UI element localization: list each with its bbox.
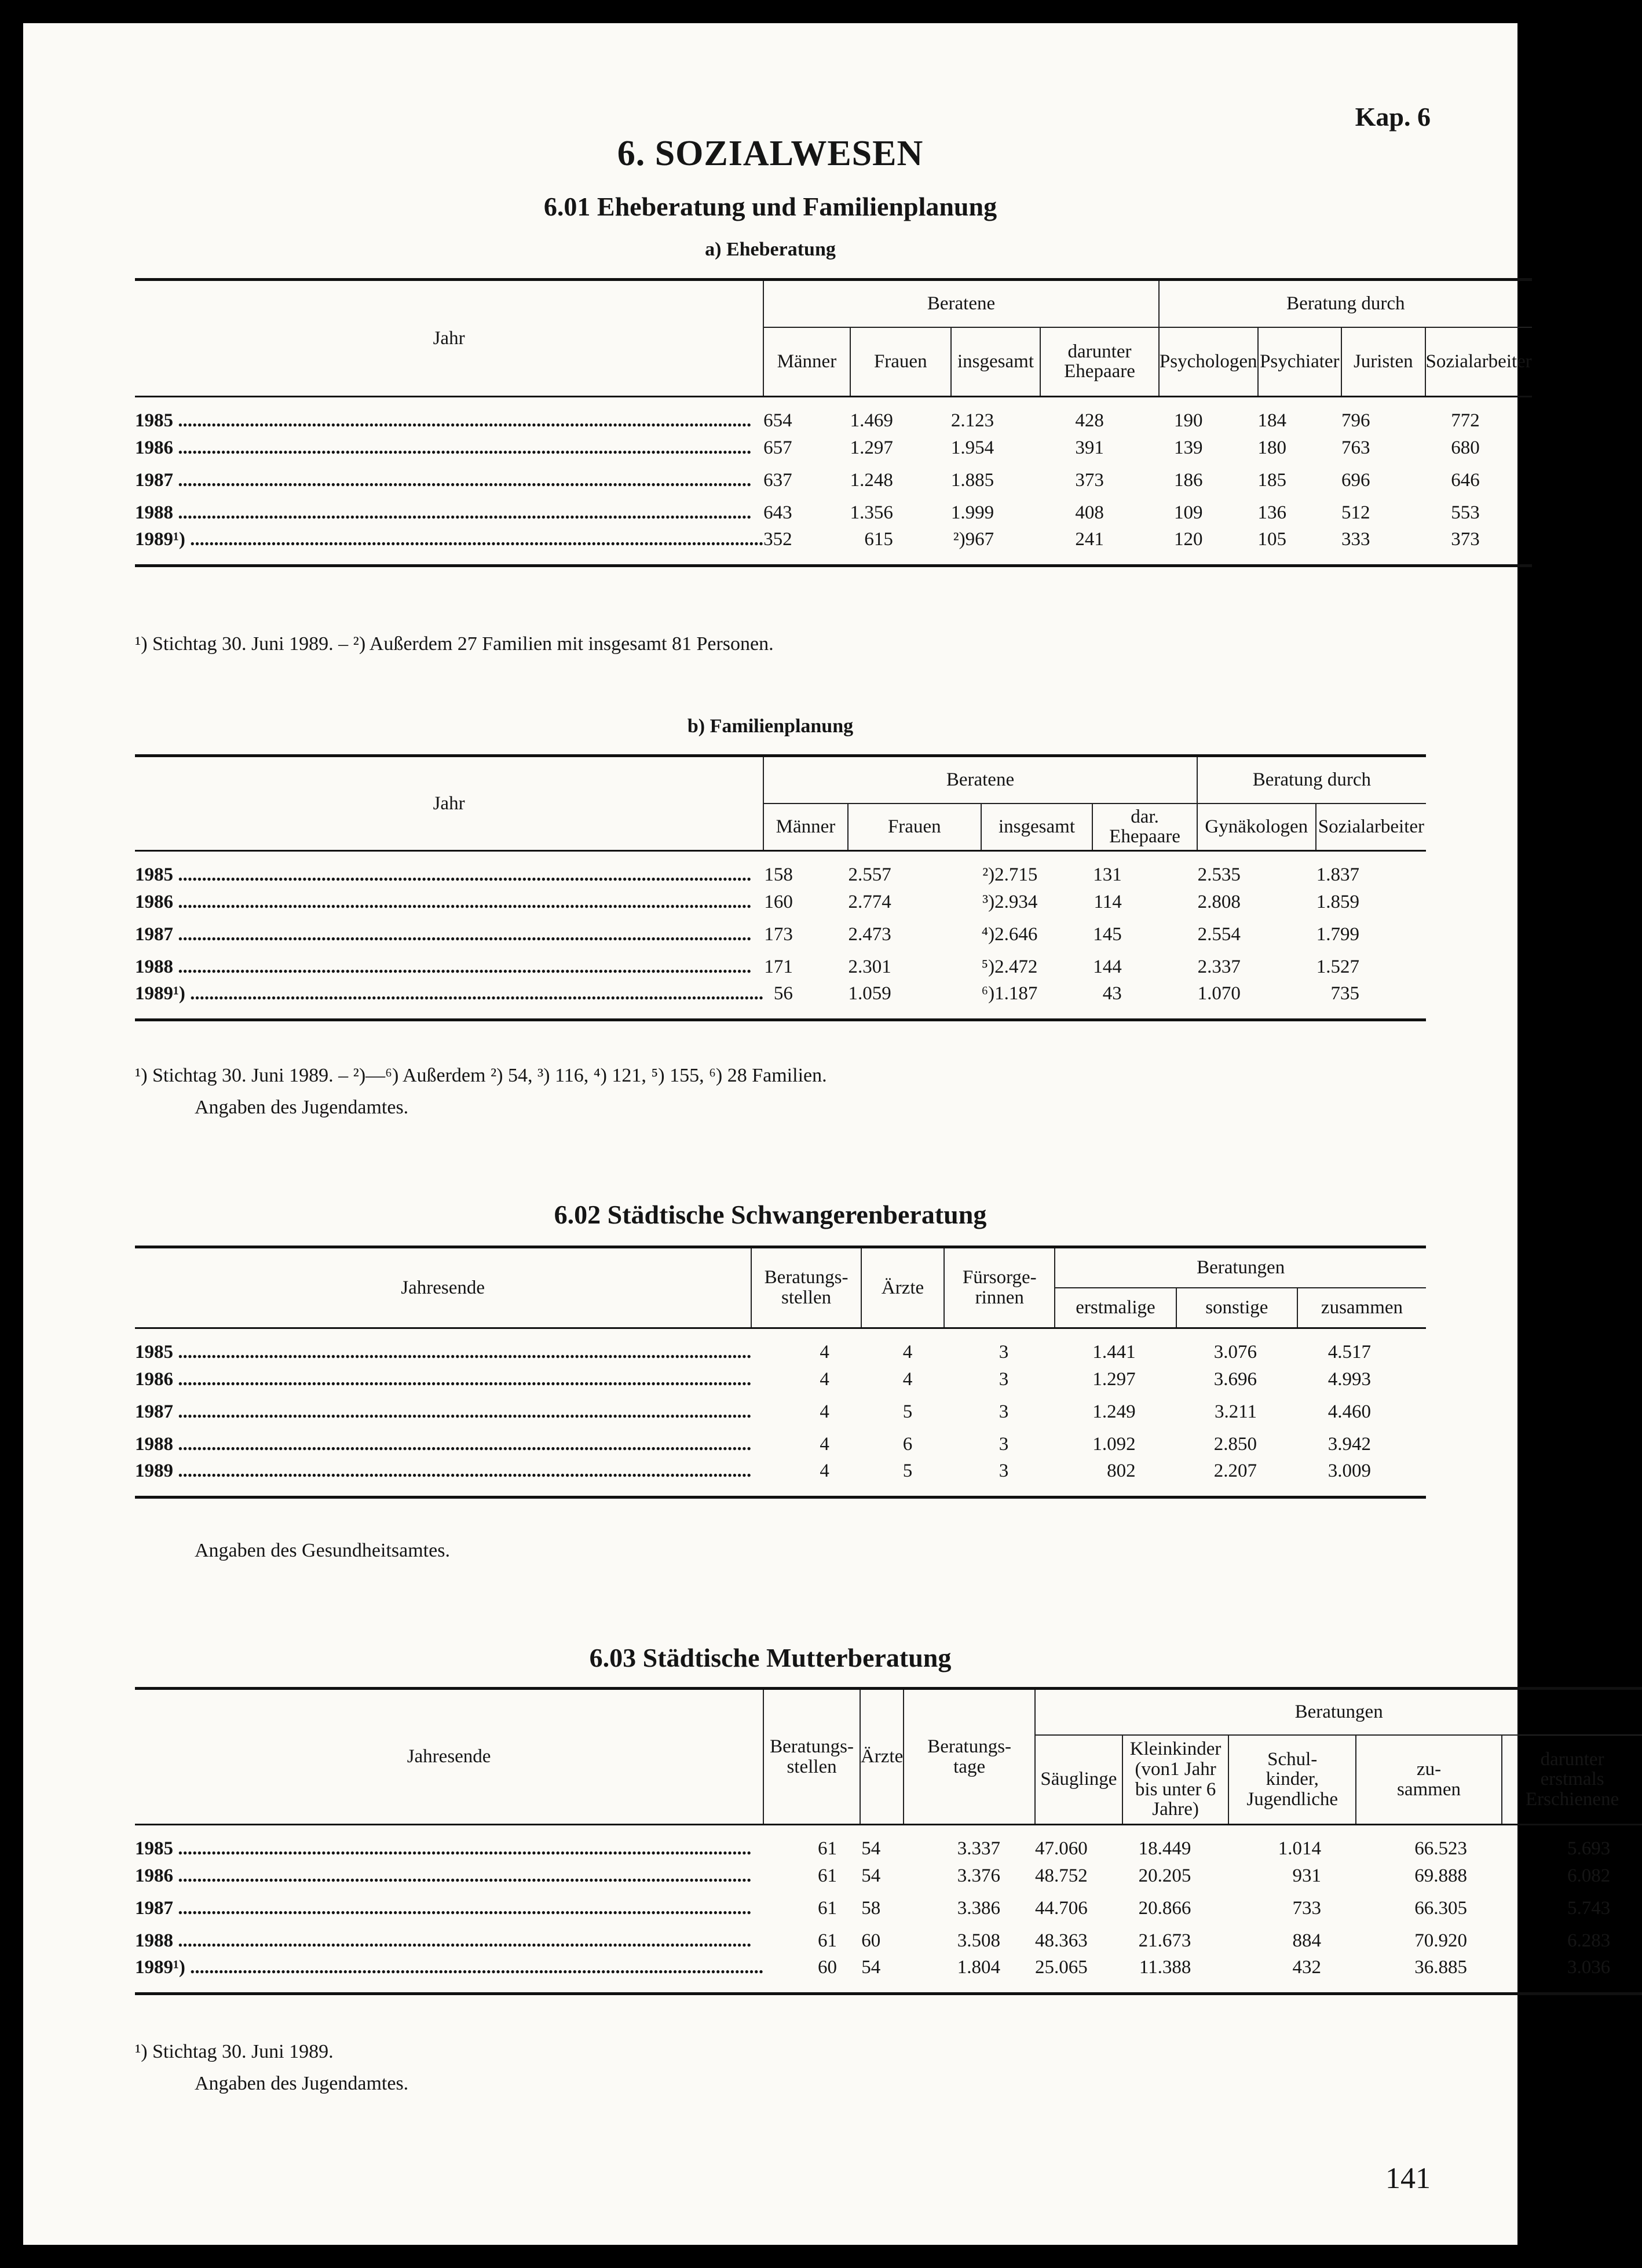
cell-value: 58 xyxy=(861,1897,881,1919)
col-fuersorgerinnen: Fürsorge-rinnen xyxy=(944,1247,1055,1328)
cell-value: 5 xyxy=(902,1460,913,1481)
cell-value: 2.207 xyxy=(1213,1460,1257,1481)
cell-value: 615 xyxy=(864,529,893,550)
col-saeuglinge: Säuglinge xyxy=(1035,1735,1122,1825)
col-sozialarbeiter: Sozialarbeiter xyxy=(1318,816,1425,837)
cell-value: ²)2.715 xyxy=(982,864,1038,885)
cell-value: 735 xyxy=(1330,983,1359,1004)
cell-value: 145 xyxy=(1093,923,1122,945)
cell-value: 3.696 xyxy=(1213,1368,1257,1390)
table-601a-title: a) Eheberatung xyxy=(705,239,836,260)
table-row xyxy=(135,1860,1642,1892)
cell-value: 61 xyxy=(817,1897,837,1919)
row-year: 1987 ........................................................................................................................ xyxy=(135,1897,752,1919)
table-601a-eheberatung xyxy=(135,278,1532,567)
cell-value: 637 xyxy=(763,469,792,491)
cell-value: 733 xyxy=(1292,1897,1322,1919)
cell-value: 18.449 xyxy=(1138,1838,1191,1859)
cell-value: 139 xyxy=(1174,437,1203,458)
table-row xyxy=(135,1428,1426,1460)
source-602: Angaben des Gesundheitsamtes. xyxy=(195,1540,450,1561)
cell-value: 2.850 xyxy=(1213,1433,1257,1455)
cell-value: 3 xyxy=(999,1433,1009,1455)
table-row xyxy=(135,1825,1642,1860)
cell-value: 796 xyxy=(1341,410,1370,431)
cell-value: 43 xyxy=(1102,983,1122,1004)
cell-value: 3.508 xyxy=(957,1930,1001,1951)
cell-value: 36.885 xyxy=(1414,1957,1467,1978)
table-602-schwangerenberatung xyxy=(135,1246,1426,1499)
source-603: Angaben des Jugendamtes. xyxy=(195,2073,409,2094)
cell-value: 69.888 xyxy=(1414,1865,1467,1886)
cell-value: 190 xyxy=(1174,410,1203,431)
cell-value: 105 xyxy=(1257,529,1287,550)
cell-value: 5 xyxy=(902,1401,913,1422)
table-row xyxy=(135,983,1426,1020)
col-beratungstage: Beratungs-tage xyxy=(904,1689,1035,1825)
cell-value: 4 xyxy=(820,1342,829,1363)
col-aerzte: Ärzte xyxy=(861,1247,944,1328)
table-row xyxy=(135,1328,1426,1364)
cell-value: 1.859 xyxy=(1316,891,1359,912)
cell-value: 70.920 xyxy=(1414,1930,1467,1951)
cell-value: ⁴)2.646 xyxy=(981,923,1038,945)
cell-value: 54 xyxy=(861,1838,881,1859)
group-beratene: Beratene xyxy=(763,280,1159,327)
cell-value: 4.517 xyxy=(1328,1342,1371,1363)
cell-value: 802 xyxy=(1107,1460,1136,1481)
row-year: 1987 ........................................................................................................................ xyxy=(135,469,752,491)
col-juristen: Juristen xyxy=(1341,327,1425,397)
cell-value: 2.473 xyxy=(848,923,891,945)
chapter-label: Kap. 6 xyxy=(1355,102,1431,132)
cell-value: 4 xyxy=(902,1368,913,1390)
page-number: 141 xyxy=(1385,2162,1431,2195)
table-row xyxy=(135,1892,1642,1924)
section-title-601: 6.01 Eheberatung und Familienplanung xyxy=(543,192,997,221)
cell-value: 1.092 xyxy=(1092,1433,1136,1455)
cell-value: 3 xyxy=(999,1401,1009,1422)
document-page xyxy=(23,23,1619,2245)
row-year: 1987 ........................................................................................................................ xyxy=(135,1401,752,1422)
cell-value: 333 xyxy=(1341,529,1370,550)
cell-value: 66.305 xyxy=(1414,1897,1467,1919)
table-row xyxy=(135,397,1532,432)
group-beratene: Beratene xyxy=(763,756,1197,804)
col-insgesamt: insgesamt xyxy=(951,327,1040,397)
cell-value: 185 xyxy=(1257,469,1287,491)
cell-value: 21.673 xyxy=(1138,1930,1191,1951)
cell-value: 2.557 xyxy=(848,864,891,885)
cell-value: 158 xyxy=(764,864,793,885)
cell-value: 4.993 xyxy=(1328,1368,1371,1390)
cell-value: 180 xyxy=(1257,437,1287,458)
main-title: 6. SOZIALWESEN xyxy=(617,134,924,173)
cell-value: 2.337 xyxy=(1197,956,1241,977)
row-year: 1989¹) ........................................................................................................................ xyxy=(135,1957,764,1978)
row-year: 1986 ........................................................................................................................ xyxy=(135,437,752,458)
cell-value: 1.999 xyxy=(950,502,994,523)
cell-value: 3.211 xyxy=(1214,1401,1257,1422)
row-year: 1986 ........................................................................................................................ xyxy=(135,1368,752,1390)
row-year: 1985 ........................................................................................................................ xyxy=(135,410,752,431)
row-year: 1986 ........................................................................................................................ xyxy=(135,1865,752,1886)
col-jahr: Jahr xyxy=(135,756,763,851)
source-601b: Angaben des Jugendamtes. xyxy=(195,1097,409,1118)
cell-value: 4 xyxy=(820,1460,829,1481)
col-maenner: Männer xyxy=(763,327,850,397)
group-beratungen: Beratungen xyxy=(1055,1247,1426,1288)
cell-value: 1.014 xyxy=(1278,1838,1322,1859)
cell-value: 2.535 xyxy=(1197,864,1241,885)
cell-value: 352 xyxy=(763,529,792,550)
footnote-601a: ¹) Stichtag 30. Juni 1989. – ²) Außerdem 27 Familien mit insgesamt 81 Personen. xyxy=(135,633,774,655)
cell-value: 1.249 xyxy=(1092,1401,1136,1422)
cell-value: 186 xyxy=(1174,469,1203,491)
col-schulkinder: Schul-kinder, Jugendliche xyxy=(1228,1735,1356,1825)
cell-value: 763 xyxy=(1341,437,1370,458)
col-maenner: Männer xyxy=(763,804,848,851)
row-year: 1988 ........................................................................................................................ xyxy=(135,1433,752,1455)
cell-value: 6.283 xyxy=(1567,1930,1611,1951)
cell-value: 171 xyxy=(764,956,793,977)
col-psychologen: Psychologen xyxy=(1159,327,1258,397)
table-row xyxy=(135,529,1532,566)
cell-value: 47.060 xyxy=(1035,1838,1088,1859)
table-row xyxy=(135,1363,1426,1396)
cell-value: 391 xyxy=(1075,437,1104,458)
cell-value: 11.388 xyxy=(1139,1957,1191,1978)
cell-value: 20.866 xyxy=(1138,1897,1191,1919)
col-kleinkinder: Kleinkinder (von1 Jahr bis unter 6 Jahre) xyxy=(1122,1735,1229,1825)
cell-value: 3.942 xyxy=(1328,1433,1371,1455)
col-jahresende: Jahresende xyxy=(135,1247,751,1328)
table-601b-title: b) Familienplanung xyxy=(687,715,854,737)
cell-value: 1.954 xyxy=(950,437,994,458)
row-year: 1988 ........................................................................................................................ xyxy=(135,1930,752,1951)
cell-value: 1.799 xyxy=(1316,923,1359,945)
cell-value: 3.386 xyxy=(957,1897,1001,1919)
cell-value: 48.752 xyxy=(1035,1865,1088,1886)
col-jahresende: Jahresende xyxy=(135,1689,763,1825)
col-gynaekologen: Gynäkologen xyxy=(1197,804,1316,851)
cell-value: 1.297 xyxy=(850,437,893,458)
cell-value: 2.123 xyxy=(950,410,994,431)
cell-value: 54 xyxy=(861,1957,881,1978)
cell-value: 44.706 xyxy=(1035,1897,1088,1919)
row-year: 1985 ........................................................................................................................ xyxy=(135,864,752,885)
cell-value: 3 xyxy=(999,1460,1009,1481)
table-row xyxy=(135,1957,1642,1994)
cell-value: 2.808 xyxy=(1197,891,1241,912)
cell-value: 20.205 xyxy=(1138,1865,1191,1886)
cell-value: 5.693 xyxy=(1567,1838,1611,1859)
cell-value: 1.527 xyxy=(1316,956,1359,977)
row-year: 1988 ........................................................................................................................ xyxy=(135,502,752,523)
cell-value: 373 xyxy=(1075,469,1104,491)
cell-value: 5.743 xyxy=(1567,1897,1611,1919)
cell-value: 553 xyxy=(1451,502,1480,523)
table-row xyxy=(135,918,1426,951)
col-erstmals-erschienene: darunter erstmals Erschienene xyxy=(1525,1748,1619,1810)
cell-value: 6 xyxy=(902,1433,913,1455)
cell-value: 48.363 xyxy=(1035,1930,1088,1951)
cell-value: 772 xyxy=(1451,410,1480,431)
col-jahr: Jahr xyxy=(135,280,763,397)
cell-value: 1.837 xyxy=(1316,864,1359,885)
cell-value: 25.065 xyxy=(1035,1957,1088,1978)
cell-value: 1.070 xyxy=(1197,983,1241,1004)
cell-value: ⁶)1.187 xyxy=(981,983,1038,1004)
cell-value: 1.248 xyxy=(850,469,893,491)
col-frauen: Frauen xyxy=(848,804,981,851)
cell-value: 160 xyxy=(764,891,793,912)
cell-value: 884 xyxy=(1292,1930,1322,1951)
cell-value: 3.376 xyxy=(957,1865,1001,1886)
col-frauen: Frauen xyxy=(850,327,951,397)
cell-value: 241 xyxy=(1075,529,1104,550)
cell-value: 109 xyxy=(1174,502,1203,523)
row-year: 1985 ........................................................................................................................ xyxy=(135,1342,752,1363)
group-beratung-durch: Beratung durch xyxy=(1159,280,1532,327)
group-beratungen: Beratungen xyxy=(1035,1689,1642,1735)
row-year: 1987 ........................................................................................................................ xyxy=(135,923,752,945)
cell-value: 4 xyxy=(820,1433,829,1455)
col-erstmalige: erstmalige xyxy=(1055,1288,1176,1328)
cell-value: 4.460 xyxy=(1328,1401,1371,1422)
table-601b-familienplanung xyxy=(135,754,1426,1021)
table-row xyxy=(135,886,1426,918)
cell-value: 680 xyxy=(1451,437,1480,458)
table-row xyxy=(135,951,1426,983)
row-year: 1989 ........................................................................................................................ xyxy=(135,1460,752,1481)
cell-value: 408 xyxy=(1075,502,1104,523)
cell-value: 3.036 xyxy=(1567,1957,1611,1978)
cell-value: 4 xyxy=(902,1342,913,1363)
cell-value: 373 xyxy=(1451,529,1480,550)
col-aerzte: Ärzte xyxy=(860,1689,904,1825)
cell-value: 66.523 xyxy=(1414,1838,1467,1859)
section-title-602: 6.02 Städtische Schwangerenberatung xyxy=(554,1200,987,1229)
cell-value: 657 xyxy=(763,437,792,458)
cell-value: 3.076 xyxy=(1213,1342,1257,1363)
group-beratung-durch: Beratung durch xyxy=(1197,756,1426,804)
cell-value: 1.297 xyxy=(1092,1368,1136,1390)
cell-value: 1.885 xyxy=(950,469,994,491)
cell-value: 136 xyxy=(1257,502,1287,523)
cell-value: 61 xyxy=(817,1865,837,1886)
cell-value: 173 xyxy=(764,923,793,945)
cell-value: 1.469 xyxy=(850,410,893,431)
cell-value: 6.082 xyxy=(1567,1865,1611,1886)
cell-value: 1.059 xyxy=(848,983,891,1004)
row-year: 1988 ........................................................................................................................ xyxy=(135,956,752,977)
cell-value: 2.774 xyxy=(848,891,891,912)
cell-value: 1.804 xyxy=(957,1957,1001,1978)
col-darunter-ehepaare: darunter Ehepaare xyxy=(1040,327,1159,397)
cell-value: ³)2.934 xyxy=(982,891,1038,912)
row-year: 1989¹) ........................................................................................................................ xyxy=(135,529,764,550)
cell-value: 2.301 xyxy=(848,956,891,977)
cell-value: 3.337 xyxy=(957,1838,1001,1859)
cell-value: 61 xyxy=(817,1930,837,1951)
table-row xyxy=(135,1396,1426,1428)
footnote-603: ¹) Stichtag 30. Juni 1989. xyxy=(135,2041,334,2062)
cell-value: 56 xyxy=(773,983,793,1004)
cell-value: 61 xyxy=(817,1838,837,1859)
cell-value: 54 xyxy=(861,1865,881,1886)
cell-value: 428 xyxy=(1075,410,1104,431)
row-year: 1986 ........................................................................................................................ xyxy=(135,891,752,912)
cell-value: 646 xyxy=(1451,469,1480,491)
cell-value: 654 xyxy=(763,410,792,431)
row-year: 1985 ........................................................................................................................ xyxy=(135,1838,752,1859)
cell-value: 696 xyxy=(1341,469,1370,491)
col-sozialarbeiter: Sozialarbeiter xyxy=(1425,350,1532,372)
cell-value: 4 xyxy=(820,1368,829,1390)
cell-value: 114 xyxy=(1094,891,1122,912)
col-psychiater: Psychiater xyxy=(1258,327,1342,397)
cell-value: 120 xyxy=(1174,529,1203,550)
table-row xyxy=(135,1460,1426,1498)
col-beratungsstellen: Beratungs-stellen xyxy=(763,1689,860,1825)
col-zusammen: zu-sammen xyxy=(1356,1735,1502,1825)
cell-value: 1.356 xyxy=(850,502,893,523)
cell-value: 512 xyxy=(1341,502,1370,523)
table-row xyxy=(135,1924,1642,1957)
cell-value: 184 xyxy=(1257,410,1287,431)
table-row xyxy=(135,851,1426,886)
table-603-mutterberatung xyxy=(135,1687,1642,1995)
table-row xyxy=(135,464,1532,496)
cell-value: 4 xyxy=(820,1401,829,1422)
cell-value: ²)967 xyxy=(953,529,994,550)
cell-value: 3 xyxy=(999,1342,1009,1363)
col-dar-ehepaare: dar. Ehepaare xyxy=(1092,804,1197,851)
cell-value: 643 xyxy=(763,502,792,523)
col-beratungsstellen: Beratungs-stellen xyxy=(751,1247,861,1328)
cell-value: 1.441 xyxy=(1092,1342,1136,1363)
footnote-601b: ¹) Stichtag 30. Juni 1989. – ²)—⁶) Außerdem ²) 54, ³) 116, ⁴) 121, ⁵) 155, ⁶) 28 Familien. xyxy=(135,1065,827,1086)
cell-value: 432 xyxy=(1292,1957,1322,1978)
cell-value: 60 xyxy=(861,1930,881,1951)
row-year: 1989¹) ........................................................................................................................ xyxy=(135,983,764,1004)
cell-value: ⁵)2.472 xyxy=(981,956,1038,977)
section-title-603: 6.03 Städtische Mutterberatung xyxy=(589,1643,952,1672)
cell-value: 144 xyxy=(1093,956,1122,977)
cell-value: 131 xyxy=(1093,864,1122,885)
cell-value: 3 xyxy=(999,1368,1009,1390)
cell-value: 931 xyxy=(1292,1865,1322,1886)
cell-value: 3.009 xyxy=(1328,1460,1371,1481)
cell-value: 60 xyxy=(817,1957,837,1978)
table-row xyxy=(135,432,1532,464)
col-zusammen: zusammen xyxy=(1321,1296,1403,1318)
col-sonstige: sonstige xyxy=(1176,1288,1297,1328)
col-insgesamt: insgesamt xyxy=(981,804,1093,851)
table-row xyxy=(135,496,1532,529)
cell-value: 2.554 xyxy=(1197,923,1241,945)
